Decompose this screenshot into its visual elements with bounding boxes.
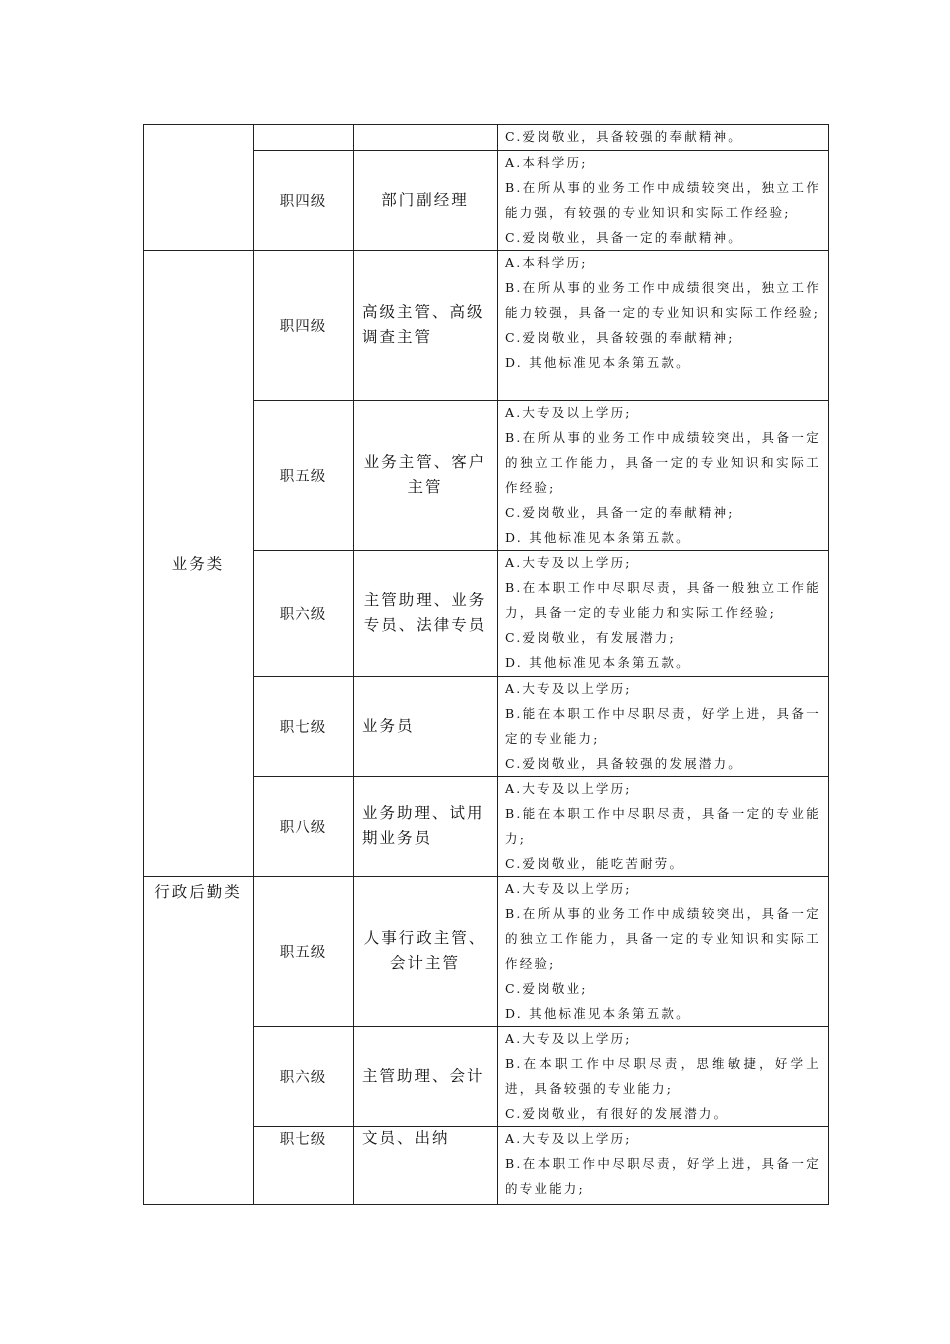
requirements-cell [497,776,829,876]
position-title: 高级主管、高级调查主管 [362,303,485,346]
requirements-cell [497,400,829,550]
requirement-item: B.在所从事的业务工作中成绩较突出，独立工作能力强，有较强的专业知识和实际工作经验; [505,180,821,220]
level-cell [253,124,353,150]
position-title: 主管助理、业务专员、法律专员 [363,591,487,634]
requirement-item: B.在本职工作中尽职尽责，思维敏捷，好学上进，具备较强的专业能力; [505,1056,821,1096]
position-cell [353,550,497,676]
requirement-item: A.大专及以上学历; [505,1031,632,1046]
level-cell [253,776,353,876]
requirement-item: C.爱岗敬业，具备较强的奉献精神; [505,330,735,345]
position-title: 业务员 [362,716,415,735]
requirements-cell [497,876,829,1026]
requirement-item: A.大专及以上学历; [505,781,632,796]
category-label: 行政后勤类 [154,883,242,901]
job-level-label: 职四级 [279,193,327,210]
level-cell [253,400,353,550]
requirements-cell [497,1026,829,1126]
requirement-item: A.大专及以上学历; [505,555,632,570]
requirement-item: C.爱岗敬业，有发展潜力; [505,630,676,645]
job-level-label: 职七级 [279,719,327,736]
requirement-item: B.能在本职工作中尽职尽责，好学上进，具备一定的专业能力; [505,706,821,746]
job-level-label: 职四级 [279,318,327,335]
requirement-item: B.在所从事的业务工作中成绩较突出，具备一定的独立工作能力，具备一定的专业知识和实际工作经验; [505,906,821,971]
position-cell [353,250,497,400]
category-cell [143,876,253,1204]
position-cell [353,1126,497,1204]
requirements-cell [497,124,829,150]
category-label: 业务类 [171,555,225,573]
level-cell [253,1126,353,1204]
level-cell [253,676,353,776]
requirement-item: D. 其他标准见本条第五款。 [505,655,691,670]
position-title: 主管助理、会计 [362,1066,485,1085]
requirement-item: C.爱岗敬业，具备较强的奉献精神。 [505,129,743,144]
requirement-item: B.能在本职工作中尽职尽责，具备一定的专业能力; [505,806,821,846]
requirement-item: A.大专及以上学历; [505,1131,632,1146]
job-level-label: 职八级 [279,819,327,836]
requirements-cell [497,676,829,776]
job-level-label: 职七级 [279,1132,327,1148]
requirement-item: C.爱岗敬业，具备一定的奉献精神; [505,505,735,520]
requirement-item: D. 其他标准见本条第五款。 [505,530,691,545]
requirement-item: C.爱岗敬业，具备一定的奉献精神。 [505,230,743,245]
requirement-item: C.爱岗敬业; [505,981,588,996]
requirement-item: C.爱岗敬业，有很好的发展潜力。 [505,1106,729,1121]
requirement-item: D. 其他标准见本条第五款。 [505,1006,691,1021]
level-cell [253,876,353,1026]
requirement-item: A.本科学历; [505,255,588,270]
requirement-item: D. 其他标准见本条第五款。 [505,355,691,370]
level-cell [253,250,353,400]
job-level-label: 职五级 [279,468,327,485]
position-title: 文员、出纳 [362,1129,450,1147]
position-title: 部门副经理 [381,190,469,209]
position-title: 业务主管、客户主管 [363,453,487,496]
requirement-item: C.爱岗敬业，具备较强的发展潜力。 [505,756,743,771]
requirement-item: B.在所从事的业务工作中成绩很突出，独立工作能力较强，具备一定的专业知识和实际工作经验; [505,280,821,320]
requirements-cell [497,1126,829,1204]
requirement-item: B.在所从事的业务工作中成绩较突出，具备一定的独立工作能力，具备一定的专业知识和实际工作经验; [505,430,821,495]
level-cell [253,1026,353,1126]
level-cell [253,550,353,676]
category-cell [143,250,253,876]
position-cell [353,124,497,150]
level-cell [253,150,353,250]
requirements-cell [497,550,829,676]
job-level-label: 职六级 [279,1069,327,1086]
table-border [143,1204,829,1205]
requirement-item: A.大专及以上学历; [505,881,632,896]
position-cell [353,876,497,1026]
position-title: 人事行政主管、会计主管 [363,929,487,972]
job-level-label: 职五级 [279,944,327,961]
position-cell [353,1026,497,1126]
job-level-table [143,124,829,1204]
requirement-item: B.在本职工作中尽职尽责，具备一般独立工作能力，具备一定的专业能力和实际工作经验; [505,580,821,620]
requirements-cell [497,150,829,250]
position-cell [353,400,497,550]
requirement-item: A.大专及以上学历; [505,681,632,696]
requirement-item: A.本科学历; [505,155,588,170]
requirement-item: A.大专及以上学历; [505,405,632,420]
requirement-item: B.在本职工作中尽职尽责，好学上进，具备一定的专业能力; [505,1156,821,1196]
position-cell [353,776,497,876]
requirements-cell [497,250,829,400]
job-level-label: 职六级 [279,606,327,623]
position-title: 业务助理、试用期业务员 [362,804,485,847]
position-cell [353,676,497,776]
position-cell [353,150,497,250]
requirement-item: C.爱岗敬业，能吃苦耐劳。 [505,856,685,871]
